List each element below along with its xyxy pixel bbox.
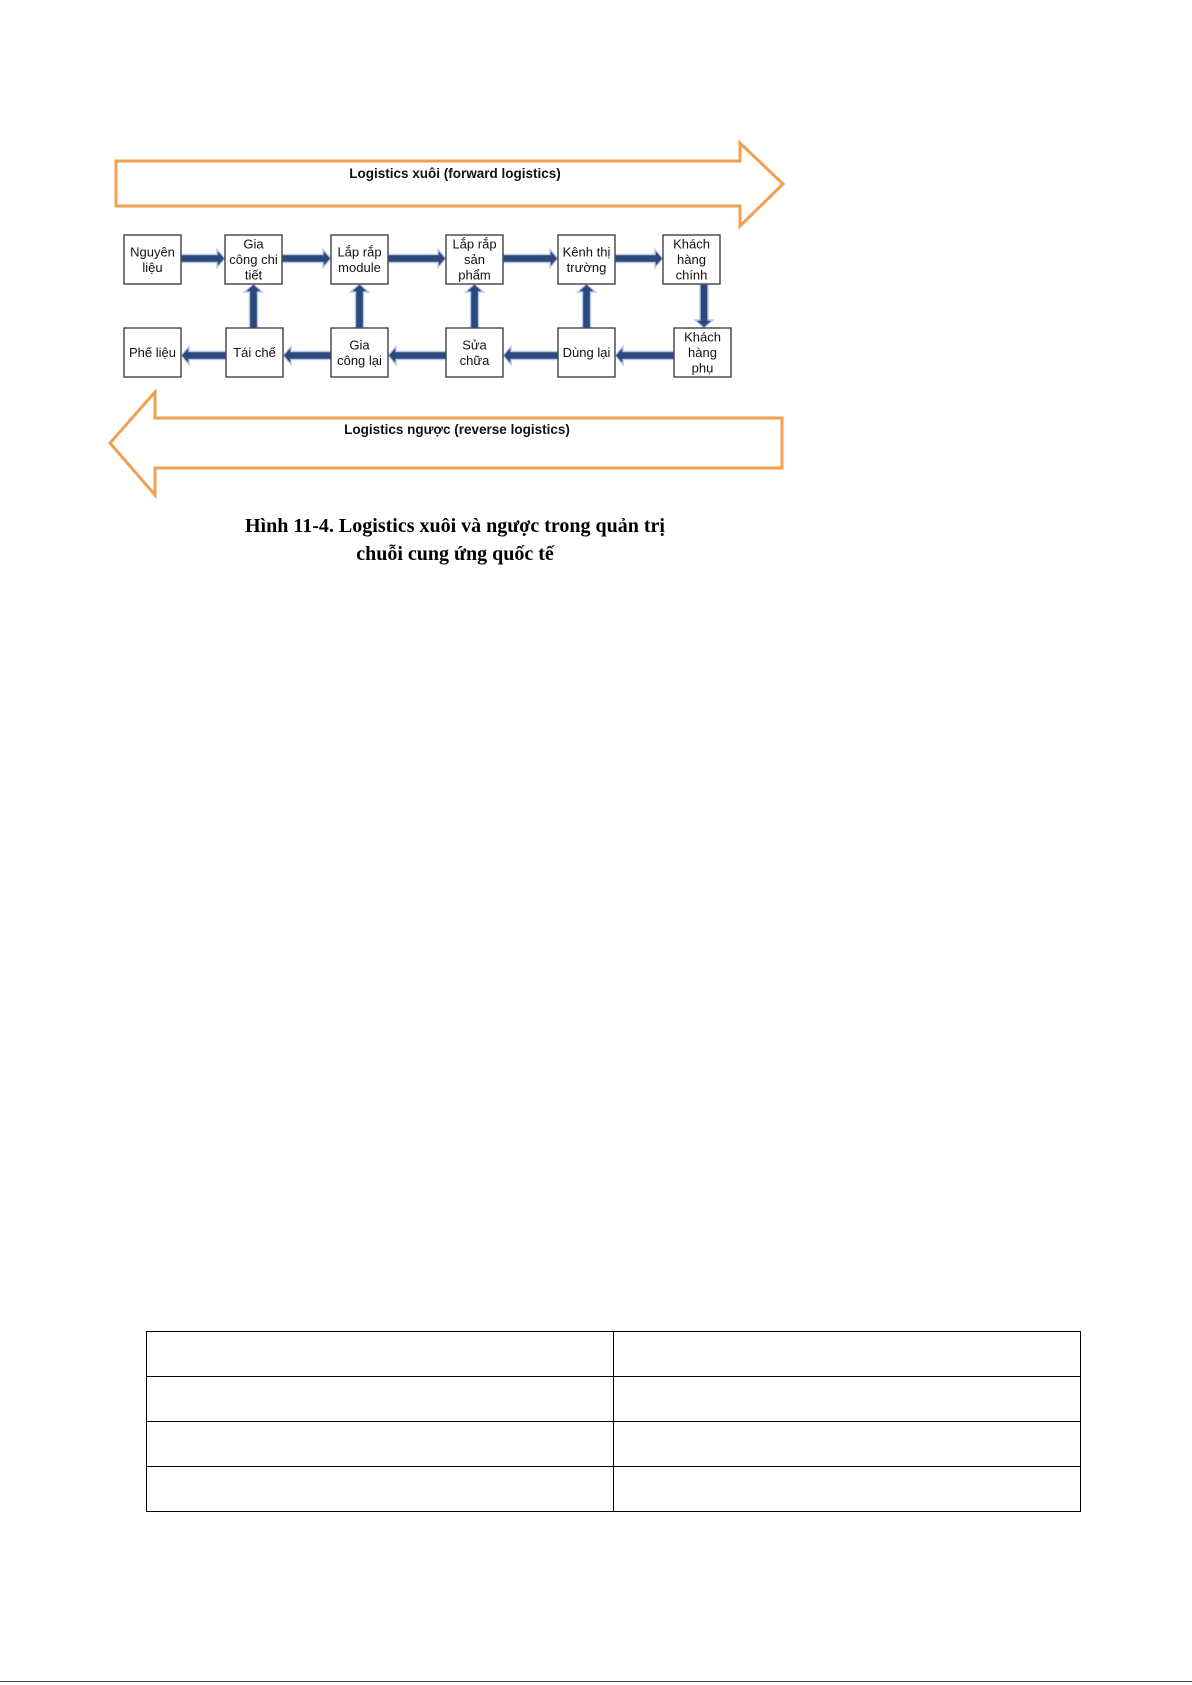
- forward-arrow: [388, 250, 446, 268]
- reverse-node-label: Tái chế: [233, 345, 276, 360]
- reverse-arrow: [181, 347, 226, 365]
- forward-node-label: tiết: [244, 267, 263, 283]
- reverse-arrow: [388, 347, 446, 365]
- reverse-node-label: Sửa: [462, 337, 487, 353]
- table-row: [147, 1332, 1081, 1377]
- forward-arrow: [282, 250, 331, 268]
- forward-node-label: sản: [464, 252, 485, 267]
- table-cell: [147, 1422, 614, 1467]
- forward-node: [663, 235, 720, 284]
- reverse-node-label: chữa: [459, 352, 490, 368]
- forward-node-label: Lắp rắp: [452, 236, 497, 252]
- empty-table: [146, 1331, 1081, 1512]
- forward-band-label: Logistics xuôi (forward logistics): [349, 166, 561, 181]
- up-arrow: [466, 284, 484, 328]
- reverse-node: [558, 328, 615, 377]
- forward-node: [558, 235, 615, 284]
- forward-node-label: Lắp rắp: [337, 244, 382, 260]
- figure-caption: [0, 512, 910, 568]
- forward-node-label: chính: [675, 267, 708, 283]
- up-arrow: [578, 284, 596, 328]
- forward-node: [331, 235, 388, 284]
- reverse-node-label: công lại: [337, 352, 382, 368]
- reverse-node: [124, 328, 181, 377]
- reverse-node: [226, 328, 283, 377]
- table-row: [147, 1467, 1081, 1512]
- caption-line-1: Hình 11-4. Logistics xuôi và ngược trong quản trị: [245, 515, 665, 537]
- forward-node-label: Nguyên: [130, 244, 175, 260]
- table-cell: [147, 1467, 614, 1512]
- table-row: [147, 1377, 1081, 1422]
- reverse-node-label: Khách: [684, 329, 721, 345]
- reverse-arrow: [503, 347, 558, 365]
- forward-node: [225, 235, 282, 284]
- reverse-node-label: Dùng lại: [562, 345, 611, 360]
- table-row: [147, 1422, 1081, 1467]
- forward-node-label: Gia: [243, 236, 264, 252]
- reverse-band-arrow: [110, 392, 782, 495]
- reverse-node: [331, 328, 388, 377]
- logistics-diagram: [0, 0, 1192, 560]
- reverse-node: [674, 328, 731, 377]
- reverse-arrow: [615, 347, 674, 365]
- forward-node-label: công chi: [229, 252, 278, 267]
- forward-node: [446, 235, 503, 284]
- forward-node: [124, 235, 181, 284]
- forward-node-label: module: [338, 259, 381, 275]
- page-bottom-rule: [0, 1681, 1192, 1682]
- forward-node-label: Kênh thị: [562, 244, 611, 260]
- forward-node-label: phẩm: [458, 267, 491, 283]
- reverse-node-label: Gia: [349, 337, 370, 353]
- forward-node-label: trường: [566, 259, 607, 275]
- table-cell: [614, 1422, 1081, 1467]
- down-arrow: [695, 284, 713, 328]
- up-arrow: [245, 284, 263, 328]
- forward-node-label: Khách: [673, 236, 710, 252]
- reverse-node: [446, 328, 503, 377]
- reverse-node-label: phụ: [691, 360, 714, 376]
- up-arrow: [351, 284, 369, 328]
- table-cell: [614, 1467, 1081, 1512]
- forward-node-label: liệu: [142, 259, 163, 275]
- forward-arrow: [615, 250, 663, 268]
- reverse-band-label: Logistics ngược (reverse logistics): [344, 422, 570, 437]
- forward-node-label: hàng: [677, 252, 706, 267]
- reverse-node-label: hàng: [688, 345, 717, 360]
- table-cell: [147, 1377, 614, 1422]
- forward-arrow: [181, 250, 225, 268]
- table-cell: [614, 1332, 1081, 1377]
- forward-band-arrow: [116, 143, 783, 226]
- caption-line-2: chuỗi cung ứng quốc tế: [356, 543, 554, 565]
- reverse-node-label: Phế liệu: [129, 345, 176, 360]
- forward-arrow: [503, 250, 558, 268]
- table-cell: [147, 1332, 614, 1377]
- reverse-arrow: [283, 347, 331, 365]
- table-cell: [614, 1377, 1081, 1422]
